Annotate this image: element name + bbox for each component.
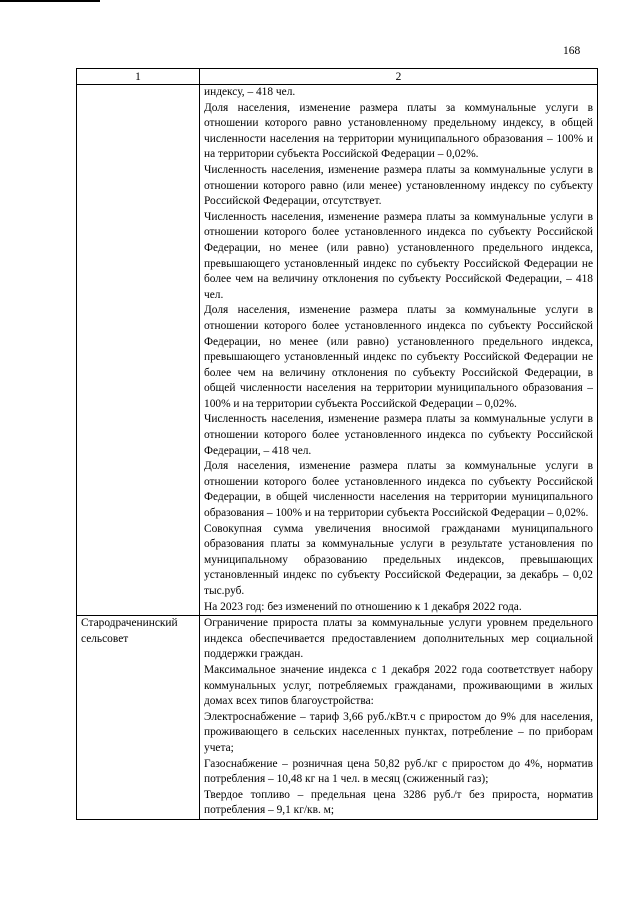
content-table xyxy=(76,68,598,820)
paragraph: Электроснабжение – тариф 3,66 руб./кВт.ч с приростом до 9% для населения, проживающего в сельских населенных пунктах, потребление – по приборам учета; xyxy=(204,710,593,754)
top-rule xyxy=(0,0,100,2)
municipality-cell xyxy=(77,85,200,616)
paragraph: Ограничение прироста платы за коммунальные услуги уровнем предельного индекса обеспечивается предоставлением дополнительных мер социальной поддержки граждан. xyxy=(204,617,593,661)
column-header-2: 2 xyxy=(200,69,598,85)
municipality-cell: Стародраченинский сельсовет xyxy=(77,616,200,820)
table-header-row xyxy=(77,69,598,85)
paragraph: Численность населения, изменение размера платы за коммунальные услуги в отношении которого равно (или менее) установленному индексу по субъекту Российской Федерации, отсутствует. xyxy=(204,163,593,208)
paragraph: индексу, – 418 чел. xyxy=(204,86,296,98)
description-cell xyxy=(200,85,598,616)
paragraph: Доля населения, изменение размера платы за коммунальные услуги в отношении которого более установленного индекса по субъекту Российской Федерации, но менее (или равно) установленного предельного индекса, превышающего установленный индекс по субъекту Российской Федерации не более чем на величину отклонения по субъекту Российской Федерации, в общей численности населения на территории муниципального образования – 100% и на территории субъекта Российской Федерации – 0,02%. xyxy=(204,304,593,410)
paragraph: Численность населения, изменение размера платы за коммунальные услуги в отношении которого более установленного индекса по субъекту Российской Федерации, – 418 чел. xyxy=(204,413,593,457)
page-number: 168 xyxy=(563,45,581,57)
paragraph: Совокупная сумма увеличения вносимой гражданами муниципального образования платы за коммунальные услуги в результате установления по муниципальному образованию предельных индексов, превышающих установленный индекс по субъекту Российской Федерации, за декабрь – 0,02 тыс.руб. xyxy=(204,522,593,597)
paragraph: На 2023 год: без изменений по отношению к 1 декабря 2022 года. xyxy=(204,600,522,613)
paragraph: Доля населения, изменение размера платы за коммунальные услуги в отношении которого более установленного индекса по субъекту Российской Федерации, в общей численности населения на территории муниципального образования – 100% и на территории субъекта Российской Федерации – 0,02%. xyxy=(204,460,593,520)
paragraph: Численность населения, изменение размера платы за коммунальные услуги в отношении которого более установленного индекса по субъекту Российской Федерации, но менее (или равно) установленного предельного индекса, превышающего установленный индекс по субъекту Российской Федерации не более чем на величину отклонения по субъекту Российской Федерации, – 418 чел. xyxy=(204,210,593,301)
paragraph: Твердое топливо – предельная цена 3286 руб./т без прироста, норматив потребления – 9,1 кг/кв. м; xyxy=(204,788,593,817)
column-header-1: 1 xyxy=(77,69,200,85)
table-row xyxy=(77,616,598,820)
paragraph: Газоснабжение – розничная цена 50,82 руб./кг с приростом до 4%, норматив потребления – 10,48 кг на 1 чел. в месяц (сжиженный газ); xyxy=(204,757,593,786)
table-row xyxy=(77,85,598,616)
description-cell xyxy=(200,616,598,820)
paragraph: Максимальное значение индекса с 1 декабря 2022 года соответствует набору коммунальных услуг, потребляемых гражданами, проживающими в жилых домах всех типов благоустройства: xyxy=(204,663,593,708)
paragraph: Доля населения, изменение размера платы за коммунальные услуги в отношении которого равно установленному предельному индексу, в общей численности населения на территории муниципального образования – 100% и на территории субъекта Российской Федерации – 0,02%. xyxy=(204,101,593,161)
